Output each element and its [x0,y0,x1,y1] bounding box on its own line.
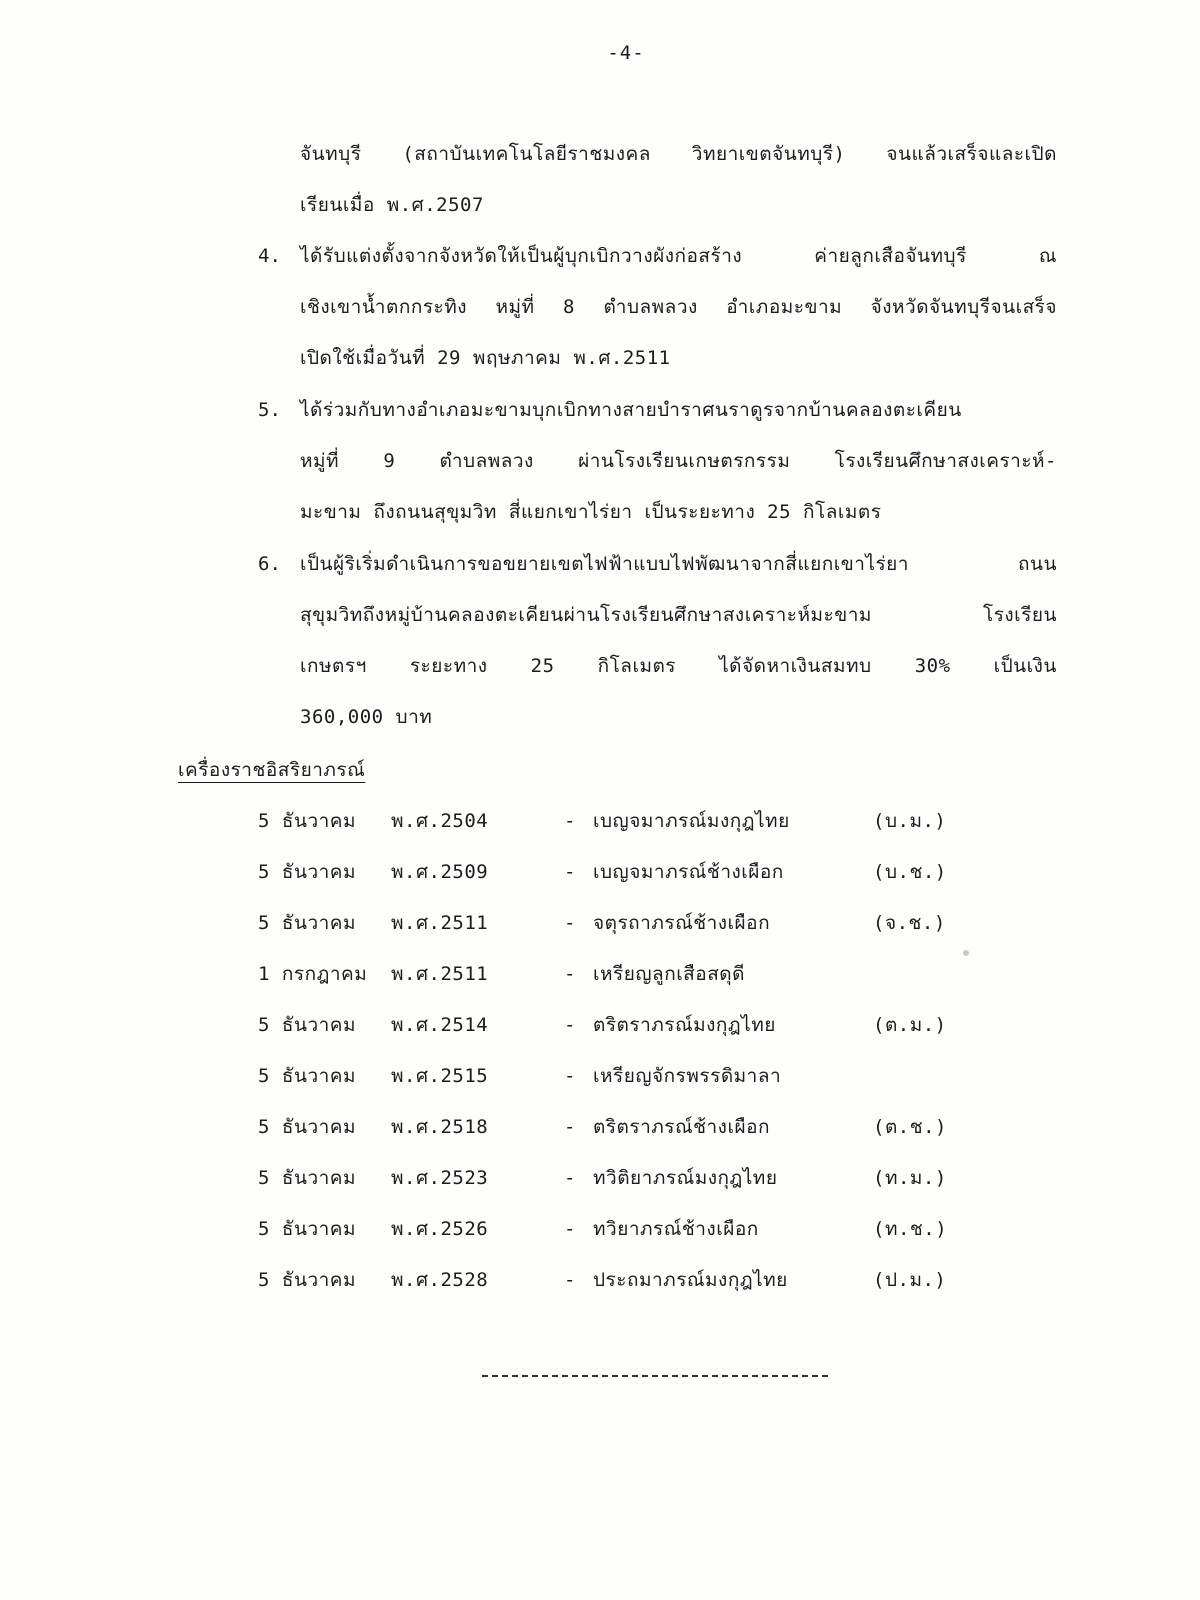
word: อำเภอมะขาม [726,296,843,318]
decoration-year: พ.ศ.2528 [391,1269,489,1291]
paragraph-line [300,448,1057,474]
decoration-date: 5 ธันวาคม [258,861,357,883]
decoration-dash: - [564,963,576,985]
word: 30% [914,655,951,677]
decoration-abbr: (ท.ช.) [873,1218,948,1240]
word: ค่ายลูกเสือจันทบุรี [814,245,967,267]
decoration-year: พ.ศ.2518 [391,1116,489,1138]
decoration-dash: - [564,1218,576,1240]
word: ณ [1038,245,1057,267]
decoration-date: 5 ธันวาคม [258,912,357,934]
word: สุขุมวิทถึงหมู่บ้านคลองตะเคียนผ่านโรงเรียนศึกษาสงเคราะห์มะขาม [300,604,872,626]
word: ตำบลพลวง [439,450,534,472]
decoration-name: ตริตราภรณ์มงกุฎไทย [593,1014,776,1036]
word: ได้ร่วมกับทางอำเภอมะขามบุกเบิกทางสายบำราศนราดูรจากบ้านคลองตะเคียน [300,399,962,421]
word: โรงเรียนศึกษาสงเคราะห์- [834,450,1057,472]
decoration-name: ตริตราภรณ์ช้างเผือก [593,1116,770,1138]
word: เป็นเงิน [993,655,1057,677]
decoration-abbr: (บ.ช.) [873,861,947,883]
word: เกษตรฯ [300,655,367,677]
word: ถนน [1018,553,1057,575]
page-number: -4- [607,42,645,64]
decoration-date: 5 ธันวาคม [258,1116,357,1138]
decoration-dash: - [564,1167,576,1189]
decoration-row [0,859,1200,885]
decoration-year: พ.ศ.2514 [391,1014,489,1036]
decoration-name: เหรียญจักรพรรดิมาลา [593,1065,782,1087]
paragraph-line [300,397,962,423]
decoration-year: พ.ศ.2515 [391,1065,489,1087]
decoration-name: เบญจมาภรณ์มงกุฎไทย [593,810,790,832]
paragraph-line [300,551,1057,577]
word: 8 [563,296,575,318]
decoration-row [0,1267,1200,1293]
decoration-row [0,1114,1200,1140]
word: หมู่ที่ [300,450,340,472]
decoration-name: ประถมาภรณ์มงกุฎไทย [593,1269,788,1291]
paragraph-line [300,192,484,218]
decoration-date: 5 ธันวาคม [258,1065,357,1087]
decoration-abbr: (ท.ม.) [873,1167,947,1189]
decoration-date: 5 ธันวาคม [258,1269,357,1291]
decoration-date: 5 ธันวาคม [258,1014,357,1036]
decoration-year: พ.ศ.2511 [391,912,489,934]
word: 360,000 บาท [300,706,433,728]
decoration-year: พ.ศ.2511 [391,963,489,985]
list-number: 6. [258,553,281,575]
word: (สถาบันเทคโนโลยีราชมงคล [402,143,651,165]
word: 9 [383,450,396,472]
decoration-name: จตุรถาภรณ์ช้างเผือก [593,912,771,934]
decoration-abbr: (ต.ม.) [873,1014,947,1036]
decoration-date: 5 ธันวาคม [258,1167,357,1189]
decoration-row [0,1165,1200,1191]
decoration-row [0,808,1200,834]
end-divider [482,1375,828,1377]
word: ได้จัดหาเงินสมทบ [719,655,872,677]
decoration-abbr: (ต.ช.) [873,1116,947,1138]
word: 25 [530,655,555,677]
paragraph-line [300,602,1057,628]
paragraph-line [300,704,432,730]
decoration-name: ทวิยาภรณ์ช้างเผือก [593,1218,759,1240]
word: เชิงเขาน้ำตกกระทิง [300,296,468,318]
paragraph-line [300,294,1057,320]
decoration-year: พ.ศ.2526 [391,1218,489,1240]
decoration-abbr: (ป.ม.) [873,1269,947,1291]
decoration-dash: - [564,1116,576,1138]
decoration-date: 1 กรกฎาคม [258,963,368,985]
word: เป็นผู้ริเริ่มดำเนินการขอขยายเขตไฟฟ้าแบบไฟพัฒนาจากสี่แยกเขาไร่ยา [300,553,909,575]
word: เรียนเมื่อ พ.ศ.2507 [300,194,484,216]
paragraph-line [300,499,881,525]
decoration-abbr: (บ.ม.) [873,810,947,832]
word: ผ่านโรงเรียนเกษตรกรรม [578,450,791,472]
word: ระยะทาง [409,655,488,677]
paragraph-line [300,141,1057,167]
word: กิโลเมตร [597,655,677,677]
decoration-dash: - [564,1269,576,1291]
decoration-row [0,961,1200,987]
word: ได้รับแต่งตั้งจากจังหวัดให้เป็นผู้บุกเบิกวางผังก่อสร้าง [300,245,743,267]
word: หมู่ที่ [495,296,535,318]
decoration-dash: - [564,810,576,832]
decoration-row [0,1063,1200,1089]
decoration-dash: - [564,1065,576,1087]
word: มะขาม ถึงถนนสุขุมวิท สี่แยกเขาไร่ยา เป็นระยะทาง 25 กิโลเมตร [300,501,882,523]
decoration-date: 5 ธันวาคม [258,1218,357,1240]
list-number: 4. [258,245,281,267]
decoration-dash: - [564,1014,576,1036]
word: จังหวัดจันทบุรีจนเสร็จ [870,296,1057,318]
decoration-row [0,1012,1200,1038]
decoration-name: ทวิติยาภรณ์มงกุฎไทย [593,1167,778,1189]
paragraph-line [300,345,671,371]
decoration-year: พ.ศ.2509 [391,861,489,883]
word: จนแล้วเสร็จและเปิด [886,143,1057,165]
decoration-name: เบญจมาภรณ์ช้างเผือก [593,861,784,883]
decoration-year: พ.ศ.2523 [391,1167,489,1189]
paper-speck [963,950,969,956]
word: วิทยาเขตจันทบุรี) [691,143,846,165]
decoration-date: 5 ธันวาคม [258,810,357,832]
decoration-dash: - [564,912,576,934]
word: เปิดใช้เมื่อวันที่ 29 พฤษภาคม พ.ศ.2511 [300,347,671,369]
decoration-row [0,910,1200,936]
paragraph-line [300,653,1057,679]
word: ตำบลพลวง [603,296,698,318]
decoration-dash: - [564,861,576,883]
section-heading: เครื่องราชอิสริยาภรณ์ [178,759,366,781]
paragraph-line [300,243,1057,269]
decoration-abbr: (จ.ช.) [873,912,946,934]
word: โรงเรียน [982,604,1057,626]
decoration-name: เหรียญลูกเสือสดุดี [593,963,745,985]
word: จันทบุรี [300,143,362,165]
list-number: 5. [258,399,281,421]
decoration-year: พ.ศ.2504 [391,810,489,832]
decoration-row [0,1216,1200,1242]
